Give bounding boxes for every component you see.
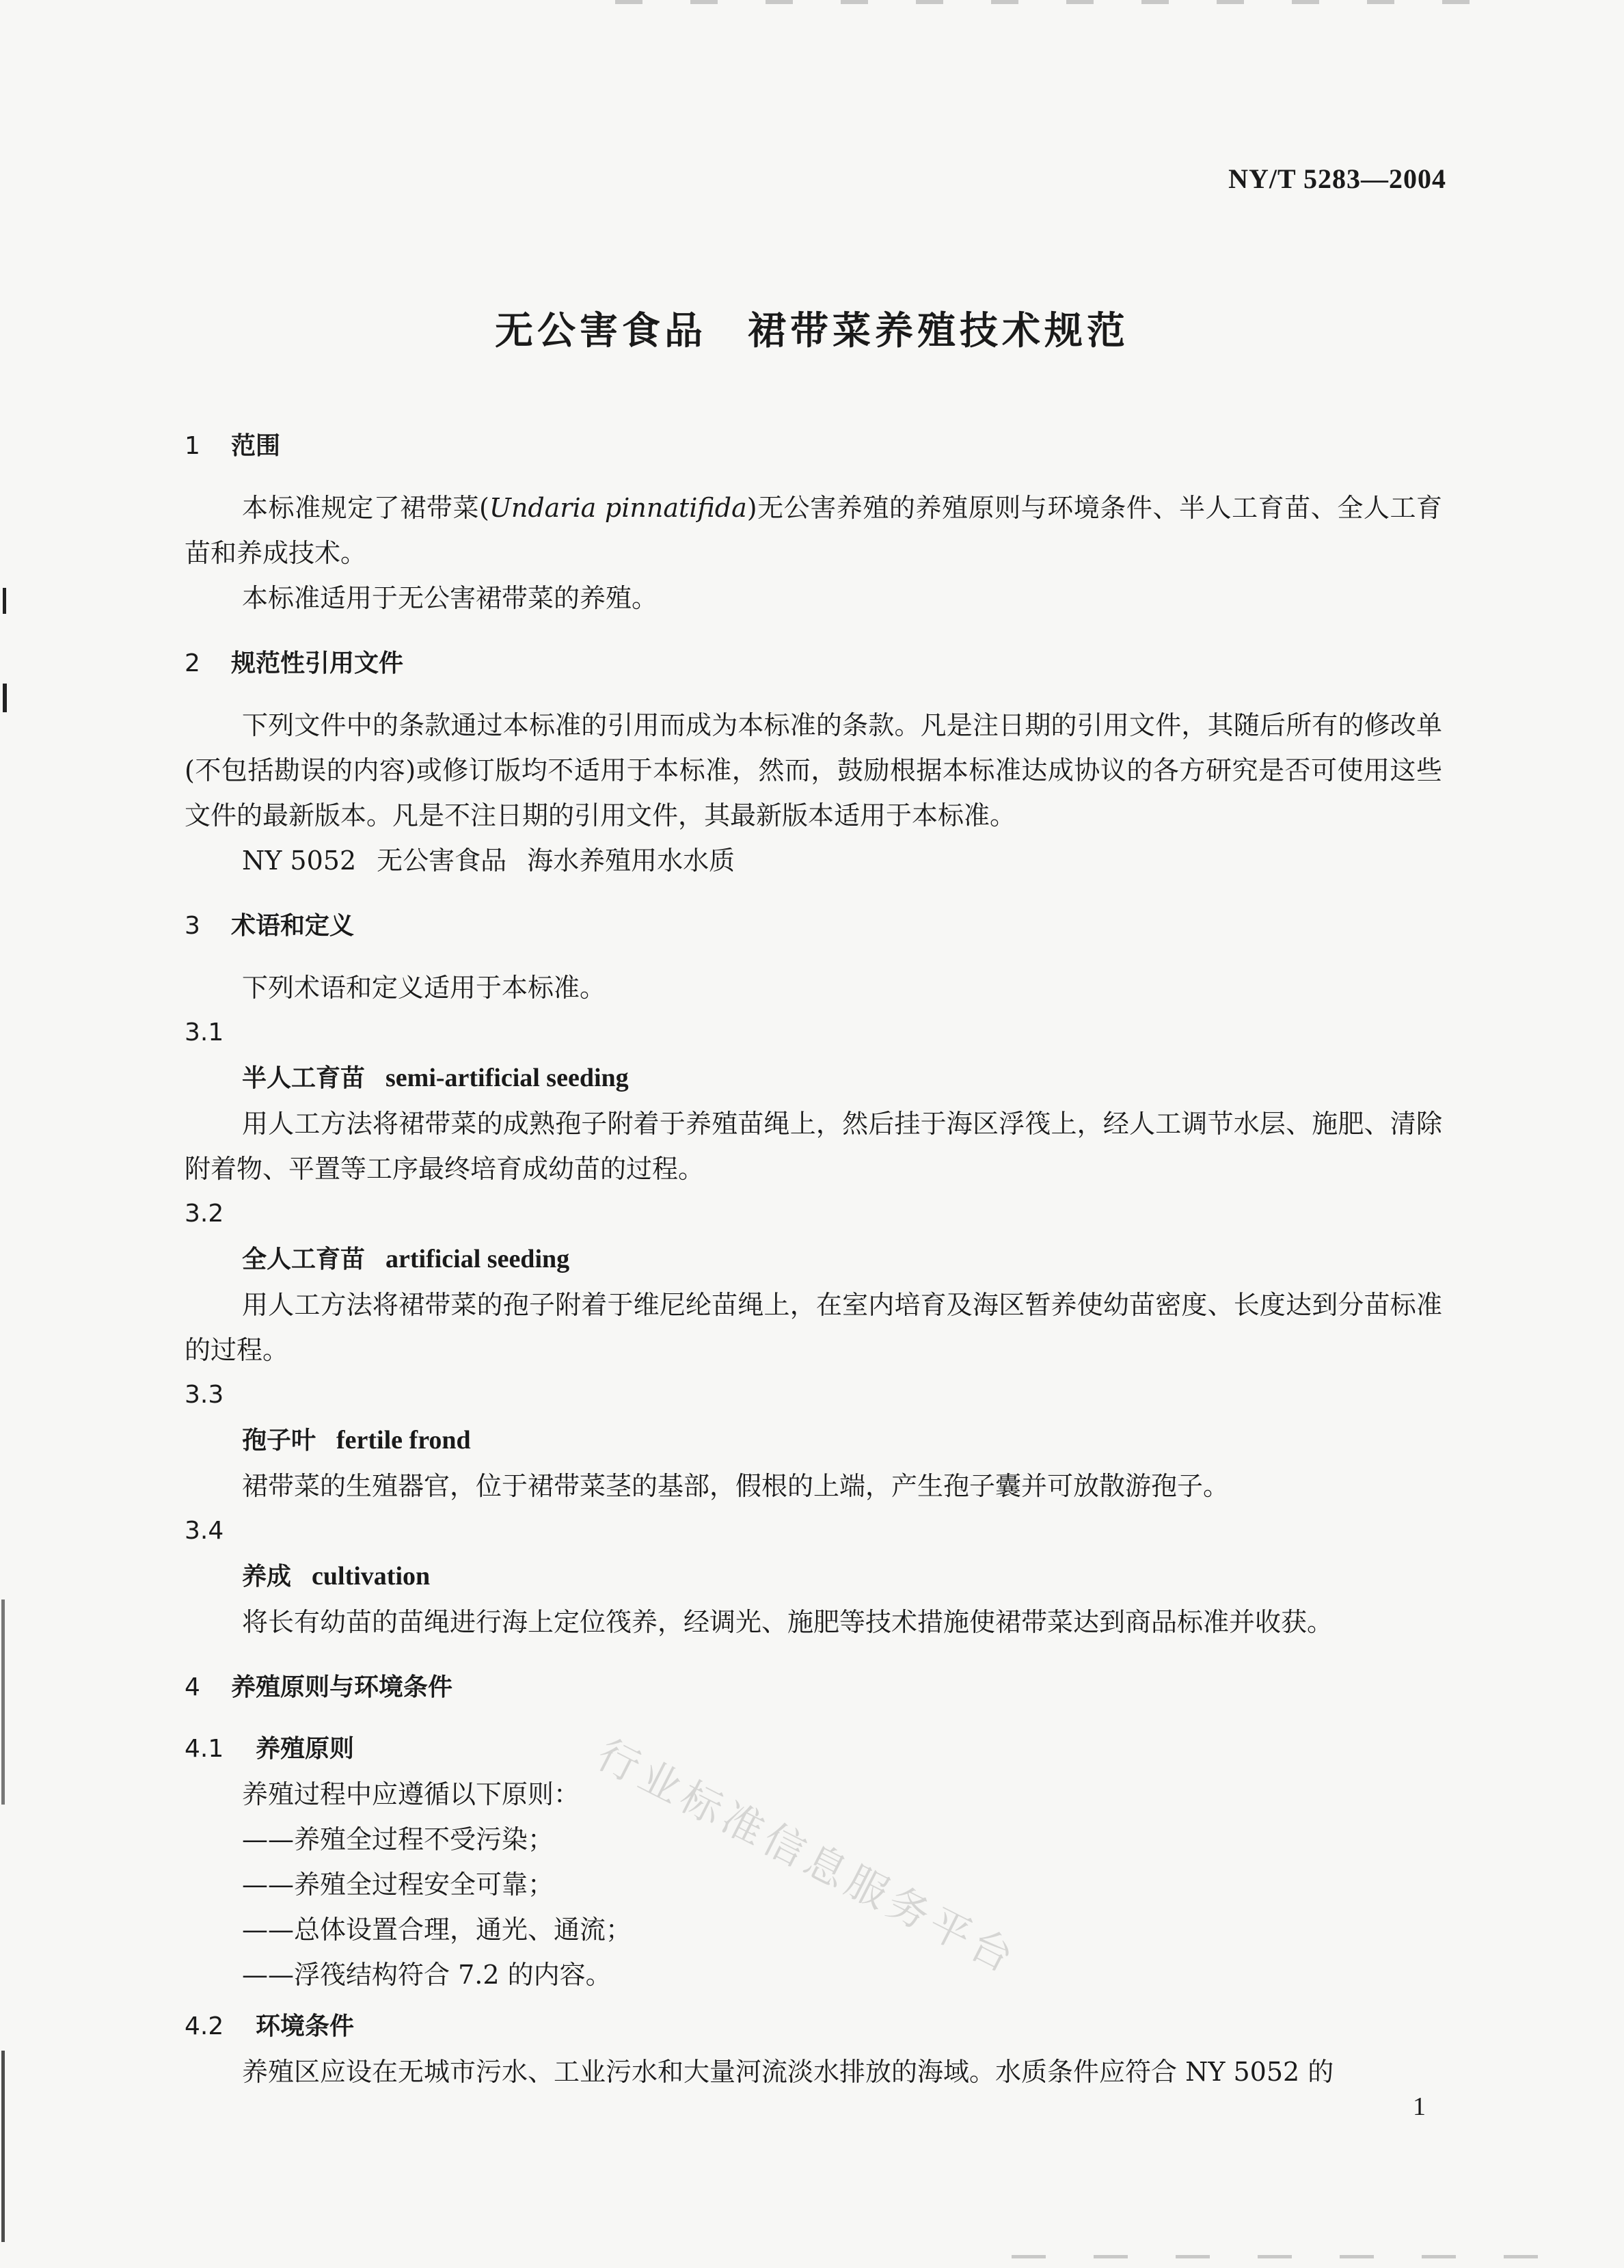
subsection-number: 4.2 [185,2012,224,2040]
scan-edge-mark [3,684,7,712]
paragraph: 本标准适用于无公害裙带菜的养殖。 [242,583,658,613]
section-heading-2 [185,641,1442,686]
section-heading-4 [185,1665,1442,1710]
section-title: 规范性引用文件 [231,649,404,677]
scan-artifact-top [615,0,1504,4]
section-number: 1 [185,432,200,460]
section-number: 2 [185,649,200,677]
standard-code: NY/T 5283—2004 [1228,163,1446,194]
section-number: 3 [185,912,200,940]
paragraph: 下列术语和定义适用于本标准。 [242,973,606,1003]
subsection-title: 养殖原则 [256,1735,355,1763]
section-heading-1 [185,424,1442,469]
section-title: 范围 [231,432,281,460]
list-item: ——养殖全过程安全可靠； [242,1869,554,1900]
term-definition: 裙带菜的生殖器官，位于裙带菜茎的基部，假根的上端，产生孢子囊并可放散游孢子。 [242,1471,1230,1501]
term-zh: 全人工育苗 [242,1245,366,1273]
latin-name: Undaria pinnatifida [489,493,747,523]
section-number: 4 [185,1673,200,1701]
page-number: 1 [1413,2092,1426,2121]
reference-code: NY 5052 [242,846,357,876]
section-heading-3 [185,904,1442,949]
document-title [0,301,1624,355]
section-title: 术语和定义 [231,912,355,940]
paragraph: 下列文件中的条款通过本标准的引用而成为本标准的条款。凡是注日期的引用文件，其随后所有的修改单(不包括勘误的内容)或修订版均不适用于本标准，然而，鼓励根据本标准达成协议的各方研究是否可使用这些文件的最新版本。凡是不注日期的引用文件，其最新版本适用于本标准。 [185,710,1442,831]
term-en: cultivation [312,1562,431,1591]
subsection-heading-4-2 [185,2004,1442,2049]
term-definition: 用人工方法将裙带菜的成熟孢子附着于养殖苗绳上，然后挂于海区浮筏上，经人工调节水层、施肥、清除附着物、平置等工序最终培育成幼苗的过程。 [185,1109,1442,1184]
term-number: 3.2 [185,1200,224,1228]
text-run: 本标准规定了裙带菜( [242,493,489,523]
term-number: 3.4 [185,1517,224,1545]
paragraph: 养殖区应设在无城市污水、工业污水和大量河流淡水排放的海域。水质条件应符合 NY 5052 的 [242,2057,1334,2087]
term-heading [185,1055,1442,1101]
title-part-1: 无公害食品 [495,309,707,353]
paragraph [185,485,1442,576]
paragraph: 养殖过程中应遵循以下原则： [242,1779,580,1809]
subsection-heading-4-1 [185,1727,1442,1772]
term-zh: 半人工育苗 [242,1064,366,1092]
term-number: 3.1 [185,1018,224,1047]
term-definition: 将长有幼苗的苗绳进行海上定位筏养，经调光、施肥等技术措施使裙带菜达到商品标准并收获。 [242,1607,1334,1637]
scan-edge-mark [3,588,6,614]
reference-title-b: 海水养殖用水水质 [527,846,735,876]
list-item: ——浮筏结构符合 7.2 的内容。 [242,1960,612,1990]
list-item: ——总体设置合理，通光、通流； [242,1915,632,1945]
section-title: 养殖原则与环境条件 [231,1673,453,1701]
term-zh: 孢子叶 [242,1427,316,1455]
term-number: 3.3 [185,1381,224,1409]
term-heading [185,1237,1442,1282]
text-run: )无公害养殖的养殖原则与环境条件、半人工育苗、全人工育苗和养成技术。 [185,493,1442,568]
term-en: artificial seeding [385,1245,570,1273]
reference-title-a: 无公害食品 [377,846,507,876]
term-heading [185,1418,1442,1463]
scan-edge-mark [1,1599,5,1805]
subsection-title: 环境条件 [256,2012,355,2040]
term-zh: 养成 [242,1563,292,1591]
term-heading [185,1554,1442,1599]
scan-artifact-bottom [1012,2255,1558,2258]
term-en: fertile frond [336,1426,471,1455]
list-item: ——养殖全过程不受污染； [242,1824,554,1854]
normative-reference [185,838,1442,883]
term-en: semi-artificial seeding [385,1064,629,1092]
scan-edge-mark [1,2051,5,2242]
term-definition: 用人工方法将裙带菜的孢子附着于维尼纶苗绳上，在室内培育及海区暂养使幼苗密度、长度达到分苗标准的过程。 [185,1290,1442,1365]
watermark: 行业标准信息服务平台 [589,1730,1025,1984]
title-part-2: 裙带菜养殖技术规范 [748,309,1129,353]
subsection-number: 4.1 [185,1735,224,1763]
